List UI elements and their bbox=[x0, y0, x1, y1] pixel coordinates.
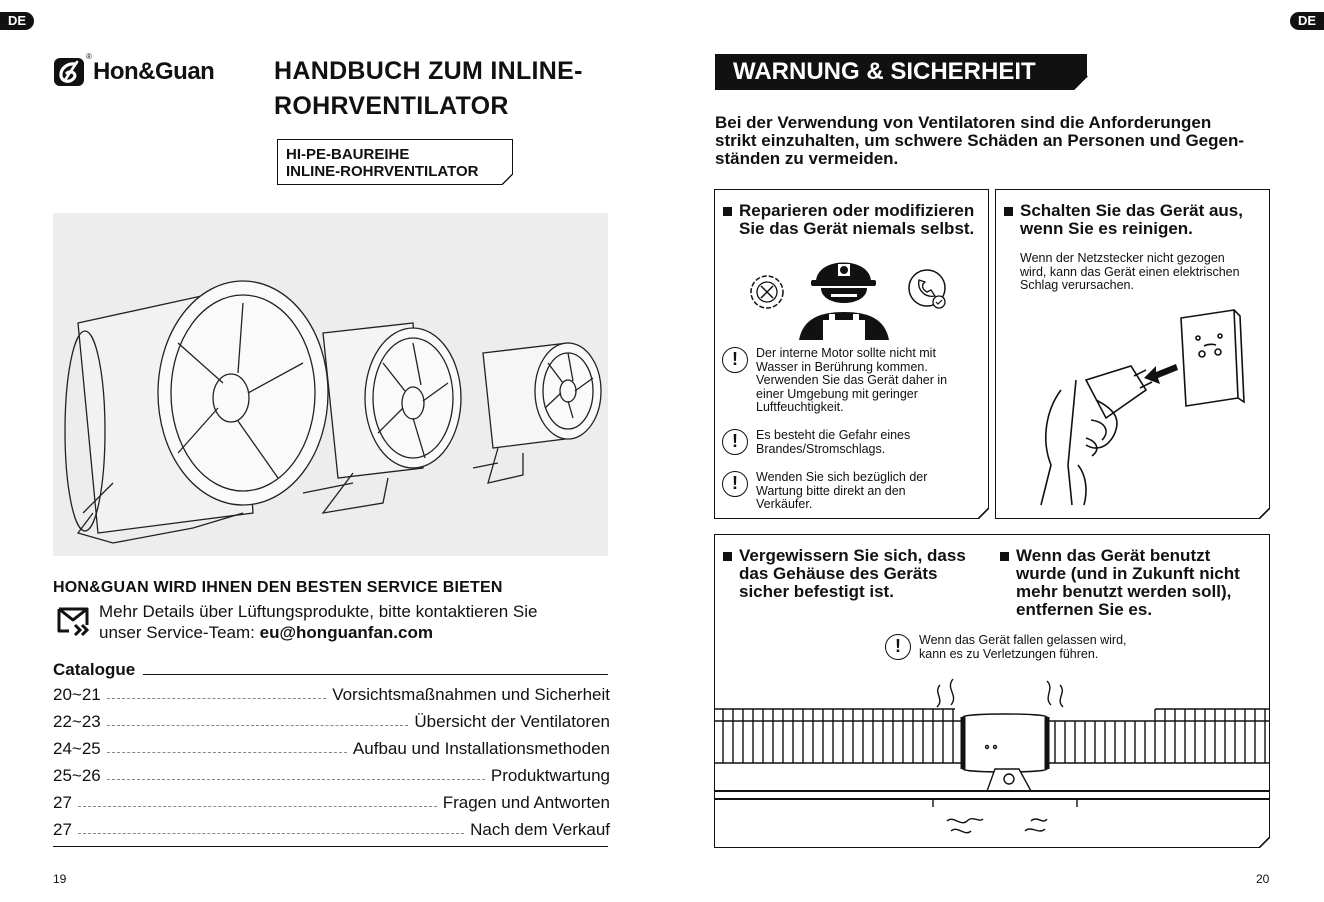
toc-leader bbox=[107, 725, 409, 726]
panel-heading-left bbox=[723, 547, 966, 601]
toc-row[interactable] bbox=[53, 762, 610, 786]
warning-item bbox=[722, 429, 984, 456]
heading-line: wurde (und in Zukunft nicht bbox=[1016, 564, 1240, 583]
manual-title-line-2: ROHRVENTILATOR bbox=[274, 92, 509, 120]
warning-text: Verkäufer. bbox=[756, 497, 813, 511]
product-image-panel bbox=[53, 213, 608, 556]
service-heading: HON&GUAN WIRD IHNEN DEN BESTEN SERVICE BIETEN bbox=[53, 579, 503, 596]
brand-logo bbox=[53, 54, 223, 90]
catalogue-heading: Catalogue bbox=[53, 660, 136, 679]
warning-text: Verwenden Sie das Gerät daher in bbox=[756, 373, 948, 387]
inline-fans-illustration bbox=[53, 213, 608, 556]
toc-row[interactable] bbox=[53, 681, 610, 705]
exclamation-icon: ! bbox=[722, 471, 748, 497]
gear-tool-icon bbox=[751, 276, 783, 308]
heading-line: das Gehäuse des Geräts bbox=[739, 564, 938, 583]
service-contact-text bbox=[99, 601, 619, 643]
wave-right-icon bbox=[1025, 819, 1047, 831]
exclamation-icon: ! bbox=[722, 347, 748, 373]
medium-fan-drawing bbox=[303, 323, 461, 513]
brand-name: Hon&Guan bbox=[93, 58, 215, 85]
warning-text: Wenden Sie sich bezüglich der bbox=[756, 470, 928, 484]
toc-leader bbox=[78, 833, 464, 834]
warning-text: Wenn das Gerät fallen gelassen wird, bbox=[919, 633, 1127, 647]
panel-secure-housing bbox=[714, 534, 1270, 848]
catalogue-bottom-rule bbox=[53, 846, 608, 847]
worker-helmet-icon bbox=[799, 263, 889, 341]
toc-leader bbox=[107, 779, 485, 780]
vibration-left-icon bbox=[937, 679, 954, 707]
heading-line: Vergewissern Sie sich, dass bbox=[739, 546, 966, 565]
toc-label: Vorsichtsmaßnahmen und Sicherheit bbox=[332, 685, 610, 704]
language-badge-right: DE bbox=[1290, 12, 1324, 30]
wave-left-icon bbox=[947, 819, 983, 833]
unplug-illustration bbox=[1006, 300, 1261, 510]
toc-pages: 25~26 bbox=[53, 766, 101, 785]
service-line-2: unser Service-Team: bbox=[99, 623, 260, 642]
toc-pages: 27 bbox=[53, 820, 72, 839]
heading-line: Reparieren oder modifizieren bbox=[739, 201, 975, 220]
language-badge-left: DE bbox=[0, 12, 34, 30]
heading-line: Sie das Gerät niemals selbst. bbox=[739, 219, 975, 238]
intro-line-2: strikt einzuhalten, um schwere Schäden an Personen und Gegen- bbox=[715, 131, 1245, 150]
page-number-right: 20 bbox=[1256, 872, 1270, 886]
page-number-left: 19 bbox=[53, 872, 67, 886]
series-line-2: INLINE-ROHRVENTILATOR bbox=[286, 163, 479, 180]
warning-section-header: WARNUNG & SICHERHEIT bbox=[715, 54, 1087, 90]
heading-line: Schalten Sie das Gerät aus, bbox=[1020, 201, 1243, 220]
technician-illustration bbox=[741, 242, 971, 342]
service-email[interactable]: eu@honguanfan.com bbox=[259, 623, 433, 642]
large-fan-drawing bbox=[65, 281, 328, 543]
toc-pages: 20~21 bbox=[53, 685, 101, 704]
arrow-left-icon bbox=[1144, 364, 1178, 384]
panel-heading-right bbox=[1000, 547, 1240, 619]
mail-forward-icon bbox=[53, 603, 93, 639]
panel-heading bbox=[1004, 202, 1243, 238]
toc-leader bbox=[78, 806, 437, 807]
warning-text: kann es zu Verletzungen führen. bbox=[919, 646, 1099, 661]
warning-item bbox=[885, 634, 1165, 661]
series-line-1: HI-PE-BAUREIHE bbox=[286, 146, 410, 163]
toc-pages: 22~23 bbox=[53, 712, 101, 731]
note-line: Schlag verursachen. bbox=[1020, 278, 1134, 292]
heading-line: mehr benutzt werden soll), bbox=[1016, 582, 1232, 601]
honguan-logo-icon bbox=[53, 55, 87, 89]
toc-row[interactable] bbox=[53, 816, 610, 840]
warning-intro bbox=[715, 114, 1275, 168]
phone-support-icon bbox=[909, 270, 945, 308]
intro-line-3: ständen zu vermeiden. bbox=[715, 149, 899, 168]
toc-row[interactable] bbox=[53, 708, 610, 732]
intro-line-1: Bei der Verwendung von Ventilatoren sind die Anforderungen bbox=[715, 113, 1212, 132]
catalogue-rule bbox=[143, 674, 608, 675]
toc-row[interactable] bbox=[53, 789, 610, 813]
small-fan-drawing bbox=[473, 343, 601, 483]
toc-label: Aufbau und Installationsmethoden bbox=[352, 739, 610, 758]
note-line: wird, kann das Gerät einen elektrischen bbox=[1020, 264, 1240, 279]
toc-leader bbox=[107, 698, 326, 699]
warning-text: Wasser in Berührung kommen. bbox=[756, 359, 928, 374]
ducting-left bbox=[715, 709, 965, 763]
toc-pages: 27 bbox=[53, 793, 72, 812]
manual-title-line-1: HANDBUCH ZUM INLINE- bbox=[274, 57, 583, 85]
heading-line: Wenn das Gerät benutzt bbox=[1016, 546, 1211, 565]
ducting-right bbox=[1045, 709, 1269, 763]
heading-line: wenn Sie es reinigen. bbox=[1020, 219, 1193, 238]
toc-label: Fragen und Antworten bbox=[442, 793, 610, 812]
warning-text: Es besteht die Gefahr eines bbox=[756, 428, 911, 442]
panel-no-self-repair bbox=[714, 189, 989, 519]
duct-fan-illustration bbox=[715, 675, 1269, 847]
note-line: Wenn der Netzstecker nicht gezogen bbox=[1020, 251, 1225, 265]
toc-row[interactable] bbox=[53, 735, 610, 759]
shelf-line bbox=[715, 791, 1269, 799]
warning-item bbox=[722, 471, 984, 512]
wall-socket-icon bbox=[1181, 310, 1244, 406]
manual-title bbox=[274, 54, 614, 124]
exclamation-icon: ! bbox=[885, 634, 911, 660]
heading-line: sicher befestigt ist. bbox=[739, 582, 894, 601]
inline-fan-body bbox=[963, 714, 1047, 791]
service-line-1: Mehr Details über Lüftungsprodukte, bitte kontaktieren Sie bbox=[99, 602, 538, 621]
toc-pages: 24~25 bbox=[53, 739, 101, 758]
panel-note bbox=[1020, 252, 1268, 293]
series-label-box bbox=[277, 139, 513, 185]
warning-text: Brandes/Stromschlags. bbox=[756, 441, 886, 456]
vibration-right-icon bbox=[1047, 681, 1063, 707]
heading-line: entfernen Sie es. bbox=[1016, 600, 1153, 619]
toc-label: Nach dem Verkauf bbox=[470, 820, 610, 839]
toc-label: Übersicht der Ventilatoren bbox=[414, 712, 610, 731]
warning-item bbox=[722, 347, 984, 415]
plug-hand-icon bbox=[1041, 366, 1152, 505]
registered-mark: ® bbox=[86, 52, 92, 61]
panel-switch-off-cleaning bbox=[995, 189, 1270, 519]
warning-text: Wartung bitte direkt an den bbox=[756, 483, 906, 498]
toc-label: Produktwartung bbox=[490, 766, 610, 785]
warning-text: Der interne Motor sollte nicht mit bbox=[756, 346, 936, 360]
warning-text: einer Umgebung mit geringer bbox=[756, 386, 918, 401]
panel-heading bbox=[723, 202, 974, 238]
toc-leader bbox=[107, 752, 347, 753]
exclamation-icon: ! bbox=[722, 429, 748, 455]
warning-text: Luftfeuchtigkeit. bbox=[756, 400, 844, 414]
